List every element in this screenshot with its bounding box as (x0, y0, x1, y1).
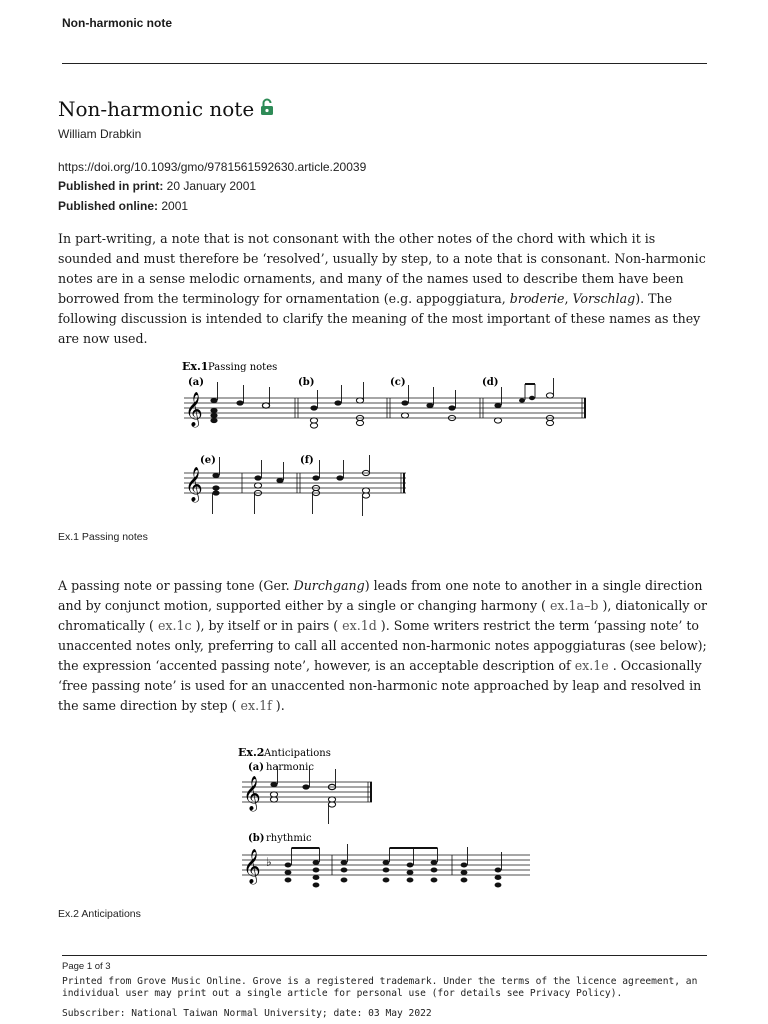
italic-term: broderie (509, 291, 565, 306)
text-run: ) leads from one note to another in a single direction and by conjunct motion, supported either by a single or changing harmony ( (58, 578, 703, 613)
print-notice: Printed from Grove Music Online. Grove is a registered trademark. Under the terms of the licence agreement, an individual user may print out a single article for personal use (for details see Privacy Policy). (62, 976, 698, 999)
text-run: A passing note or passing tone (Ger. (58, 578, 294, 593)
published-print-label: Published in print: (58, 179, 164, 193)
flat-sign-icon: ♭ (266, 855, 272, 869)
ex2-caption: Ex.2 Anticipations (58, 908, 141, 920)
doi-link[interactable]: https://doi.org/10.1093/gmo/9781561592630.article.20039 (58, 160, 367, 174)
ex2-label-a: (a) (248, 762, 264, 773)
ex1-notes-2 (212, 470, 369, 498)
ex1-caption: Ex.1 Passing notes (58, 531, 148, 543)
published-online (58, 199, 188, 213)
text-run: ), by itself or in pairs ( (191, 618, 343, 633)
ex-cross-reference-link[interactable]: ex.1f (240, 698, 272, 713)
ex1-staff-1 (184, 398, 586, 418)
ex-cross-reference-link[interactable]: ex.1d (342, 618, 377, 633)
ex2-label-b-text: rhythmic (266, 833, 312, 844)
treble-clef-icon: 𝄞 (185, 392, 203, 427)
treble-clef-icon: 𝄞 (243, 776, 261, 811)
treble-clef-icon: 𝄞 (185, 467, 203, 502)
ex2-heading-text: Anticipations (264, 748, 331, 759)
intro-paragraph (58, 229, 713, 349)
italic-term: Durchgang (293, 578, 365, 593)
ex2-label-a-text: harmonic (266, 762, 314, 773)
treble-clef-icon: 𝄞 (243, 849, 261, 884)
ex-cross-reference-link[interactable]: ex.1c (157, 618, 192, 633)
ex1-label-c: (c) (390, 377, 406, 388)
ex2-heading-bold: Ex.2 (238, 746, 265, 759)
ex2-notes-a (270, 782, 335, 807)
ex1-label-a: (a) (188, 377, 204, 388)
published-print (58, 179, 256, 193)
ex-cross-reference-link[interactable]: ex.1a–b (549, 598, 599, 613)
ex2-music-figure (236, 744, 536, 900)
text-run: ), diatonically or chromatically ( (58, 598, 708, 633)
ex1-label-d: (d) (482, 377, 499, 388)
published-online-label: Published online: (58, 199, 159, 213)
text-run: ). (271, 698, 285, 713)
ex1-music-figure (180, 356, 600, 518)
text-run: ). Some writers restrict the term ‘passing note’ to unaccented notes only, preferring to call all accented non-harmonic notes appoggiaturas (see below); the expression ‘accented passing note’, however, is an acceptable description of (58, 618, 707, 673)
ex1-label-f: (f) (300, 455, 314, 466)
ex1-label-e: (e) (200, 455, 216, 466)
ex1-heading-bold: Ex.1 (182, 360, 209, 373)
italic-term: Vorschlag (572, 291, 636, 306)
author: William Drabkin (58, 127, 142, 141)
published-print-date: 20 January 2001 (166, 179, 257, 193)
ex1-heading-text: Passing notes (208, 362, 278, 373)
ex1-label-b: (b) (298, 377, 315, 388)
subscriber-line: Subscriber: National Taiwan Normal University; date: 03 May 2022 (62, 1008, 432, 1019)
ex-cross-reference-link[interactable]: ex.1e (574, 658, 609, 673)
ex2-stems-b (292, 844, 502, 870)
ex2-stems-a (278, 766, 336, 824)
article-title-text: Non-harmonic note (58, 97, 255, 121)
text-run: . Occasionally ‘free passing note’ is used for an unaccented non-harmonic note approached by leap and resolved in the same direction by step ( (58, 658, 702, 713)
page-number: Page 1 of 3 (62, 961, 111, 972)
open-access-lock-icon (260, 97, 274, 121)
text-run: In part-writing, a note that is not consonant with the other notes of the chord with which it is sounded and must therefore be ‘resolved’, usually by step, to a note that is consonant. Non-harmonic notes are in a sense melodic ornaments, and many of the names used to describe them have been borrowed from the terminology for ornamentation (e.g. appoggiatura, (58, 231, 706, 306)
ex1-stems-2 (213, 455, 370, 516)
bottom-rule (62, 955, 707, 956)
text-run: ). The following discussion is intended to clarify the meaning of the most important of these names as they are now used. (58, 291, 701, 346)
top-rule (62, 63, 707, 64)
article-title (58, 97, 274, 121)
published-online-date: 2001 (161, 199, 189, 213)
ex2-notes-b (285, 860, 502, 888)
running-head: Non-harmonic note (62, 16, 172, 30)
text-run: , (564, 291, 573, 306)
ex2-label-b: (b) (248, 833, 265, 844)
passing-note-paragraph (58, 576, 713, 716)
